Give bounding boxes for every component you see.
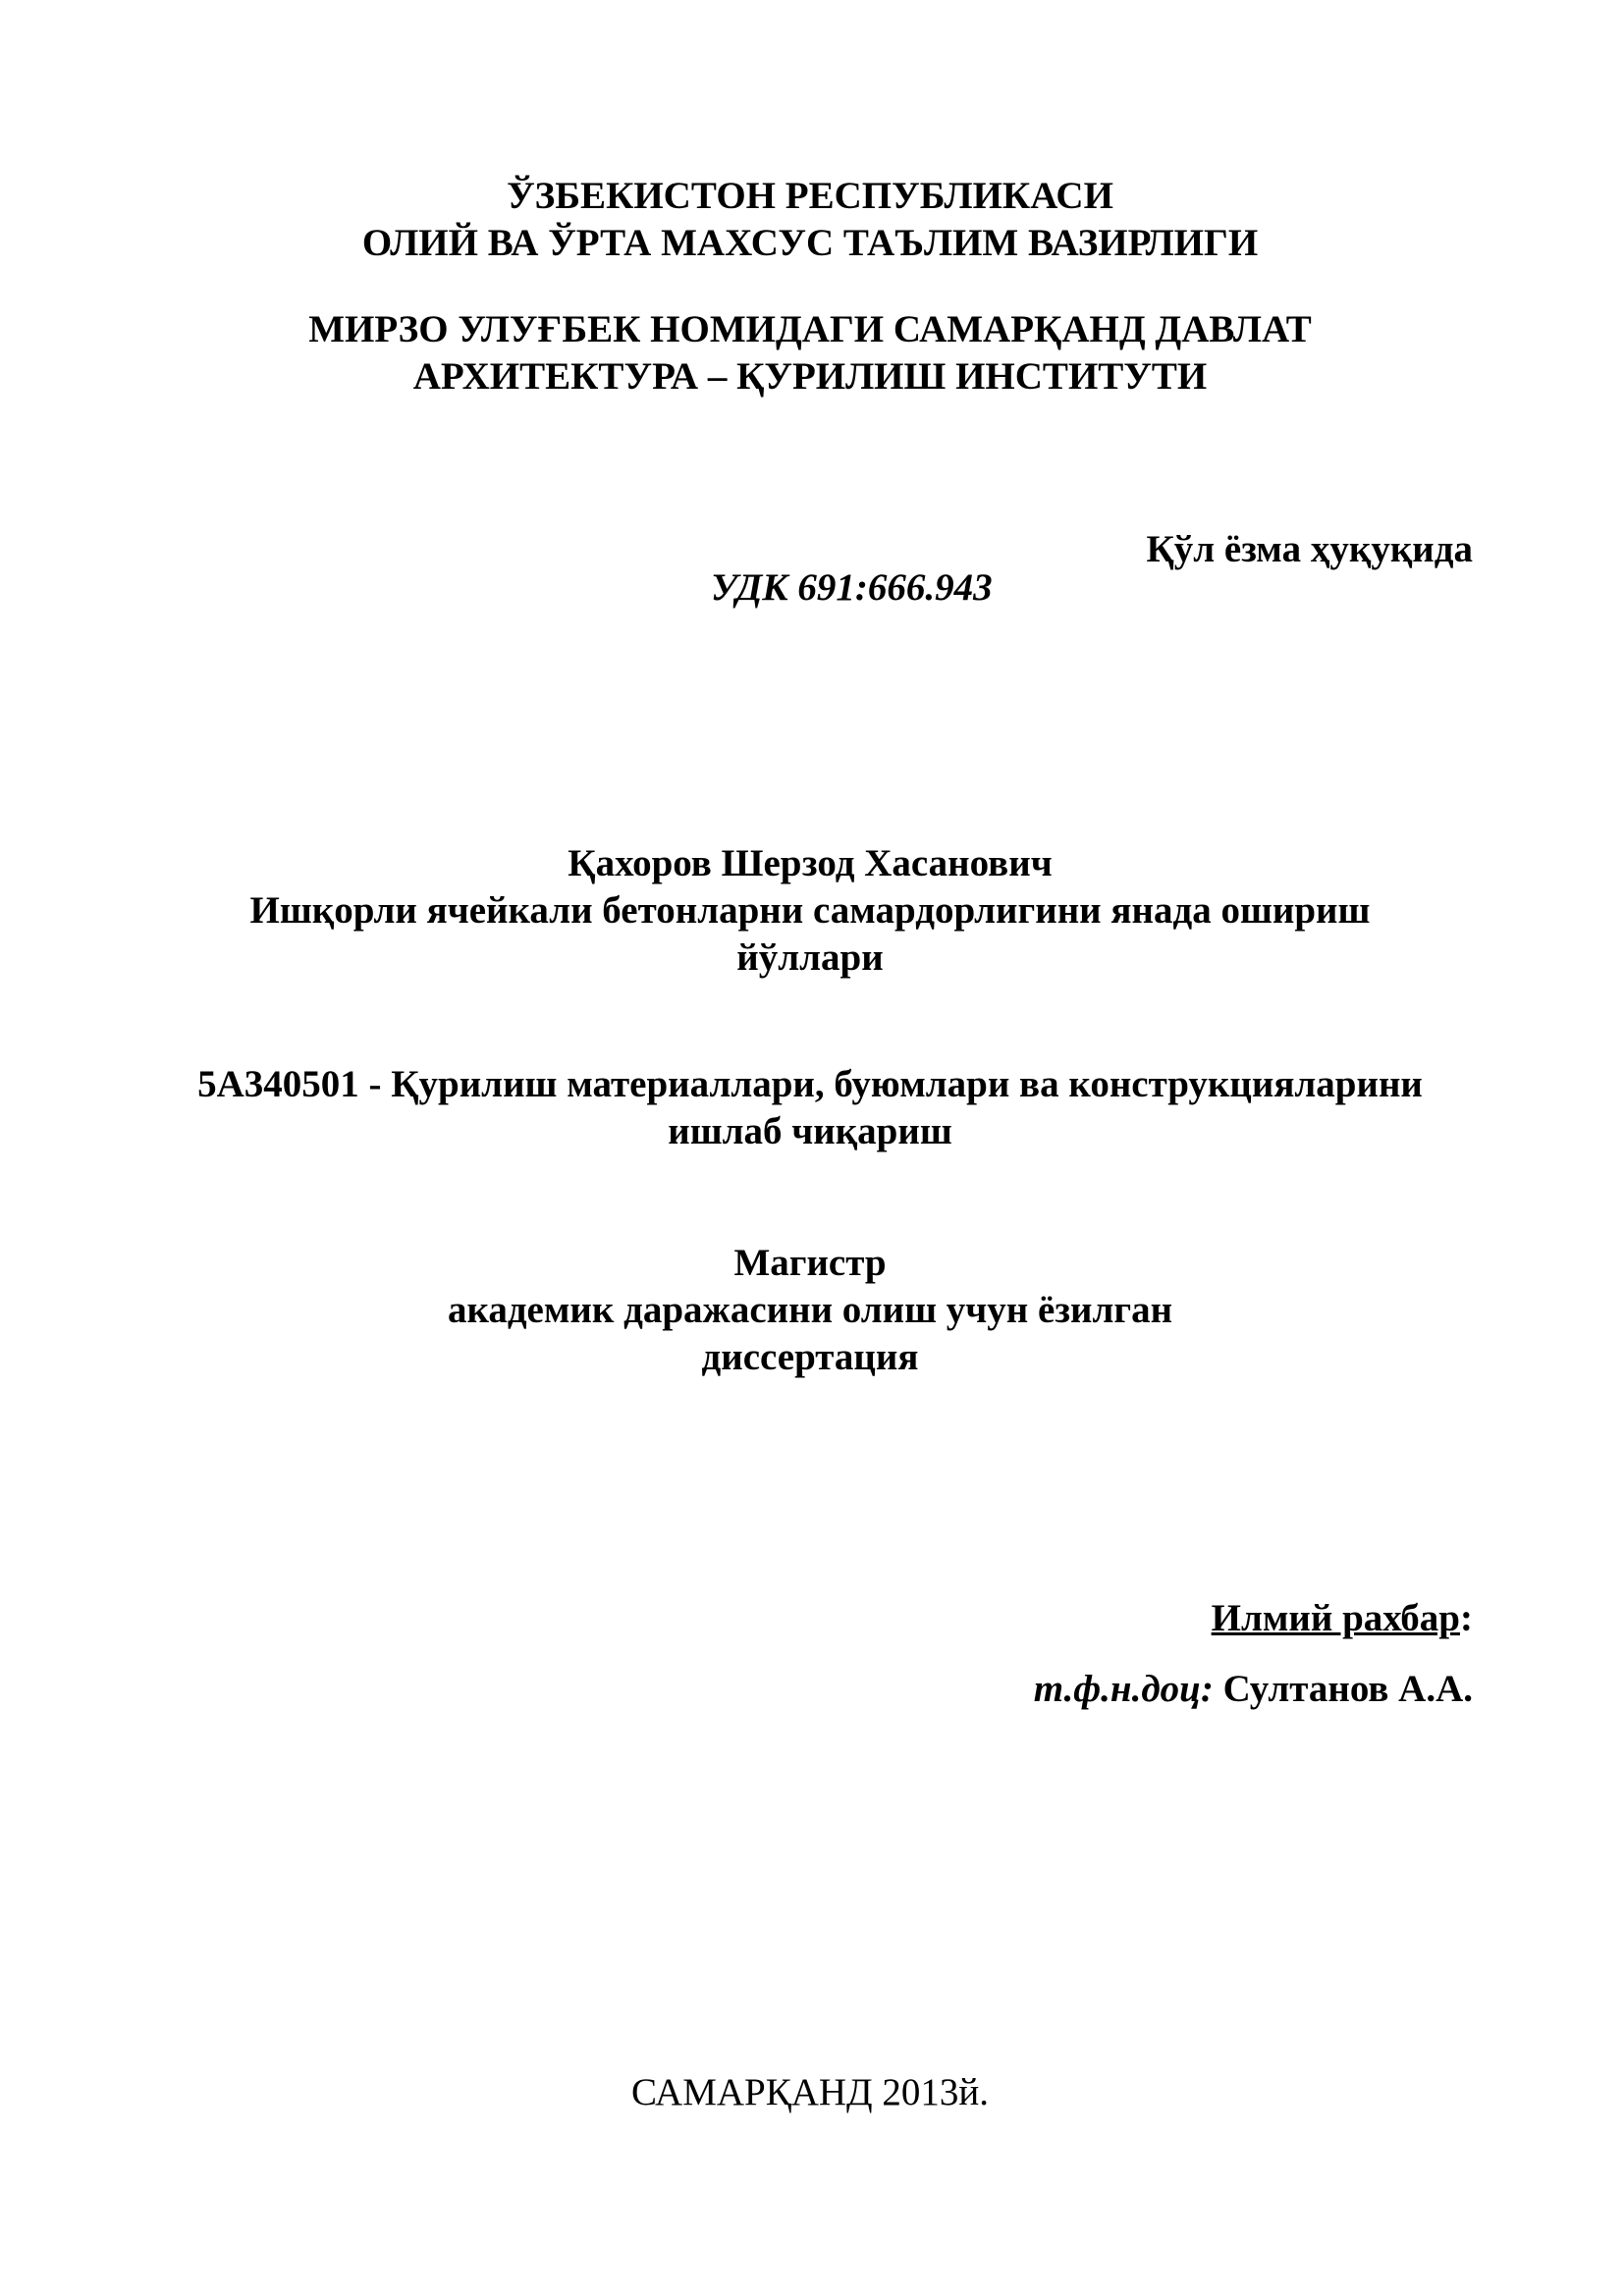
degree-statement [196,1240,1424,1381]
supervisor-rank: т.ф.н.доц: [1033,1668,1214,1710]
institute-header [196,306,1424,400]
ministry-heading: ОЛИЙ ВА ЎРТА МАХСУС ТАЪЛИМ ВАЗИРЛИГИ [361,222,1259,264]
degree-line1: Магистр [733,1242,887,1284]
manuscript-note: Қўл ёзма ҳуқуқида [1146,528,1473,570]
specialty-line1: 5А340501 - Қурилиш материаллари, буюмлари ва конструкцияларини [197,1063,1423,1105]
thesis-title-line1: Ишқорли ячейкали бетонларни самардорлигини янада ошириш [249,889,1371,932]
supervisor-heading [1212,1595,1473,1642]
degree-line3: диссертация [701,1336,919,1378]
author-name: Қахоров Шерзод Хасанович [568,842,1053,884]
institute-heading-line1: МИРЗО УЛУҒБЕК НОМИДАГИ САМАРҚАНД ДАВЛАТ [308,308,1312,350]
country-heading: ЎЗБЕКИСТОН РЕСПУБЛИКАСИ [507,175,1113,217]
supervisor-name: Султанов А.А. [1222,1668,1473,1710]
ministry-header [196,173,1424,267]
udk-code: УДК 691:666.943 [711,566,993,609]
supervisor-heading-label: Илмий рахбар [1211,1597,1460,1639]
city-year: САМАРҚАНД 2013й. [630,2071,990,2113]
thesis-title-line2: йўллари [736,936,884,979]
supervisor-heading-colon: : [1460,1597,1473,1639]
specialty [196,1061,1424,1155]
specialty-line2: ишлаб чиқариш [668,1110,952,1152]
degree-line2: академик даражасини олиш учун ёзилган [447,1289,1173,1331]
institute-heading-line2: АРХИТЕКТУРА – ҚУРИЛИШ ИНСТИТУТИ [412,355,1208,398]
author-and-title [196,840,1424,982]
supervisor-line [1034,1666,1473,1713]
